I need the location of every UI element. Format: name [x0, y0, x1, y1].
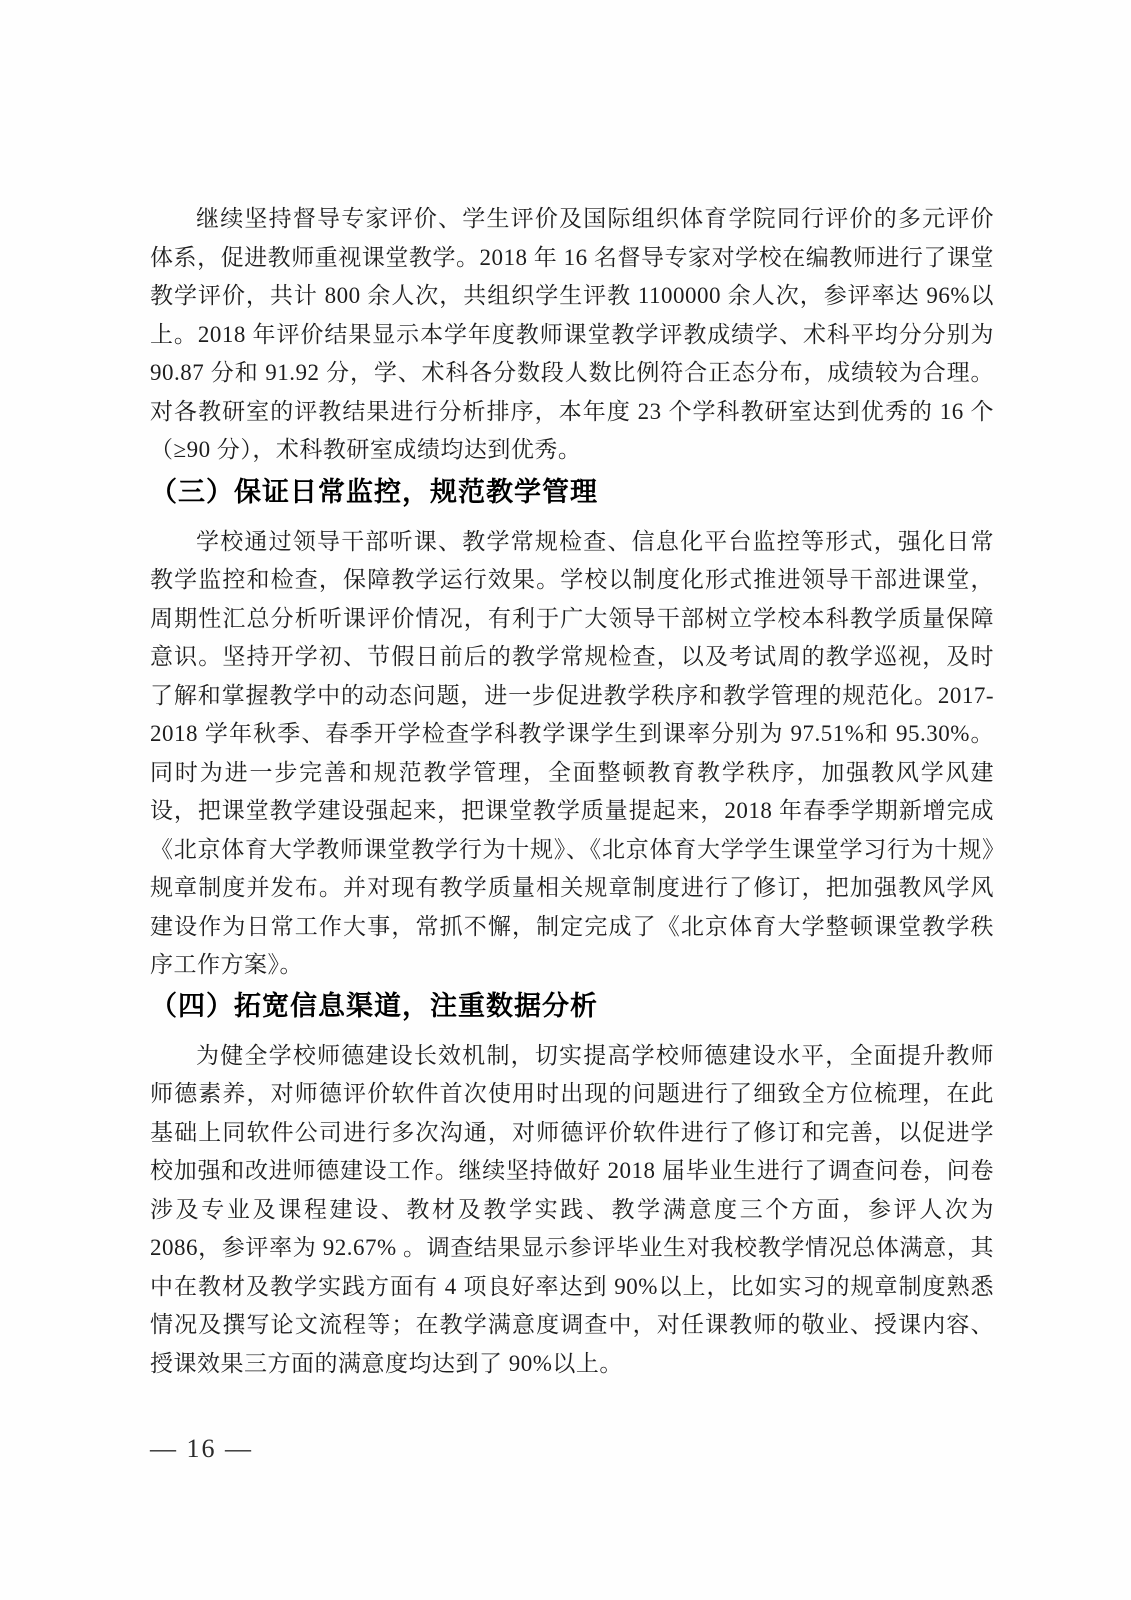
- section-heading-4-data-analysis: （四）拓宽信息渠道，注重数据分析: [150, 990, 598, 1021]
- body-paragraph-data-analysis: 为健全学校师德建设长效机制，切实提高学校师德建设水平，全面提升教师师德素养，对师德评价软件首次使用时出现的问题进行了细致全方位梳理，在此基础上同软件公司进行多次沟通，对师德评价软件进行了修订和完善，以促进学校加强和改进师德建设工作。继续坚持做好 2018 届毕业生进行了调查问卷，问卷涉及专业及课程建设、教材及教学实践、教学满意度三个方面，参评人次为 2086，参评率为 92.67% 。调查结果显示参评毕业生对我校教学情况总体满意，其中在教材及教学实践方面有 4 项良好率达到 90%以上，比如实习的规章制度熟悉情况及撰写论文流程等；在教学满意度调查中，对任课教师的敬业、授课内容、授课效果三方面的满意度均达到了 90%以上。: [150, 1042, 994, 1376]
- body-paragraph-daily-monitoring: 学校通过领导干部听课、教学常规检查、信息化平台监控等形式，强化日常教学监控和检查，保障教学运行效果。学校以制度化形式推进领导干部进课堂，周期性汇总分析听课评价情况，有利于广大领导干部树立学校本科教学质量保障意识。坚持开学初、节假日前后的教学常规检查，以及考试周的教学巡视，及时了解和掌握教学中的动态问题，进一步促进教学秩序和教学管理的规范化。2017-2018 学年秋季、春季开学检查学科教学课学生到课率分别为 97.51%和 95.30%。同时为进一步完善和规范教学管理，全面整顿教育教学秩序，加强教风学风建设，把课堂教学建设强起来，把课堂教学质量提起来，2018 年春季学期新增完成《北京体育大学教师课堂教学行为十规》、《北京体育大学学生课堂学习行为十规》规章制度并发布。并对现有教学质量相关规章制度进行了修订，把加强教风学风建设作为日常工作大事，常抓不懈，制定完成了《北京体育大学整顿课堂教学秩序工作方案》。: [150, 528, 994, 977]
- section-heading-3-daily-monitoring: （三）保证日常监控，规范教学管理: [150, 476, 598, 507]
- page-number: — 16 —: [150, 1434, 253, 1463]
- body-paragraph-evaluation-system: 继续坚持督导专家评价、学生评价及国际组织体育学院同行评价的多元评价体系，促进教师重视课堂教学。2018 年 16 名督导专家对学校在编教师进行了课堂教学评价，共计 800 余人次，共组织学生评教 1100000 余人次，参评率达 96%以上。2018 年评价结果显示本学年度教师课堂教学评教成绩学、术科平均分分别为 90.87 分和 91.92 分，学、术科各分数段人数比例符合正态分布，成绩较为合理。对各教研室的评教结果进行分析排序，本年度 23 个学科教研室达到优秀的 16 个（≥90 分），术科教研室成绩均达到优秀。: [150, 206, 994, 462]
- page-content: [150, 200, 994, 1383]
